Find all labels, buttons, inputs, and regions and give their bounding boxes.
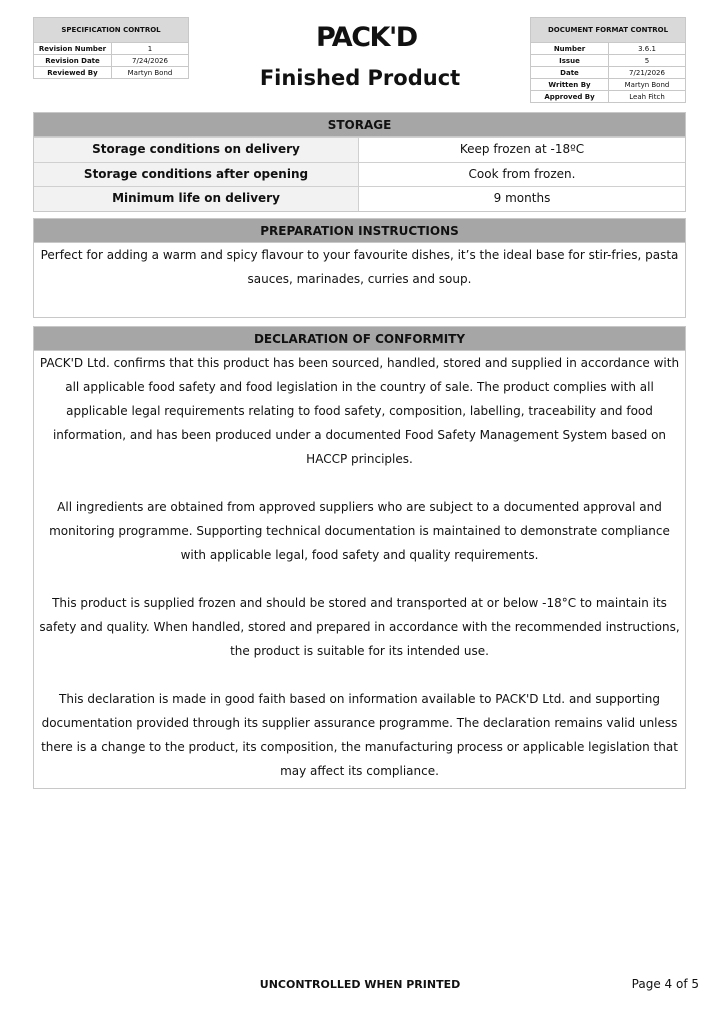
table-row <box>531 91 686 103</box>
issue-label: Issue <box>531 55 609 67</box>
date-label: Date <box>531 67 609 79</box>
declaration-section <box>33 326 686 789</box>
storage-on-delivery-value: Keep frozen at -18ºC <box>459 142 585 156</box>
declaration-paragraph: PACK'D Ltd. confirms that this product has been sourced, handled, stored and supplied in accordance with all applicable food safety and food legislation in the country of sale. The product complies with all applicable legal requirements relating to food safety, composition, labelling, traceability and food information, and has been produced under a documented Food Safety Management System based on HACCP principles. <box>39 356 680 466</box>
table-row <box>34 55 189 67</box>
preparation-heading: PREPARATION INSTRUCTIONS <box>34 219 685 243</box>
table-row <box>34 162 685 187</box>
storage-heading: STORAGE <box>34 113 685 137</box>
written-by-label: Written By <box>531 79 609 91</box>
revision-date-label: Revision Date <box>34 55 112 67</box>
declaration-paragraph: This product is supplied frozen and should be stored and transported at or below -18°C to maintain its safety and quality. When handled, stored and prepared in accordance with the recommended instructions, the product is suitable for its intended use. <box>39 596 680 658</box>
minimum-life-label: Minimum life on delivery <box>34 187 359 211</box>
issue-value: 5 <box>609 55 686 67</box>
declaration-heading: DECLARATION OF CONFORMITY <box>34 327 685 351</box>
table-row <box>34 186 685 211</box>
table-row <box>34 137 685 162</box>
storage-section <box>33 112 686 212</box>
specification-control-heading: SPECIFICATION CONTROL <box>34 18 189 43</box>
table-row <box>34 43 189 55</box>
table-row <box>531 43 686 55</box>
document-format-control-table <box>530 17 686 103</box>
approved-by-value: Leah Fitch <box>609 91 686 103</box>
table-row <box>531 79 686 91</box>
preparation-section <box>33 218 686 318</box>
revision-date-value: 7/24/2026 <box>112 55 189 67</box>
table-row <box>531 67 686 79</box>
minimum-life-value: 9 months <box>493 191 551 205</box>
uncontrolled-notice: UNCONTROLLED WHEN PRINTED <box>259 978 461 991</box>
page-number: Page 4 of 5 <box>631 977 699 991</box>
number-value: 3.6.1 <box>609 43 686 55</box>
approved-by-label: Approved By <box>531 91 609 103</box>
number-label: Number <box>531 43 609 55</box>
written-by-value: Martyn Bond <box>609 79 686 91</box>
revision-number-value: 1 <box>112 43 189 55</box>
storage-after-opening-label: Storage conditions after opening <box>34 163 359 187</box>
storage-on-delivery-label: Storage conditions on delivery <box>34 138 359 162</box>
reviewed-by-label: Reviewed By <box>34 67 112 79</box>
page-title: Finished Product <box>259 66 461 90</box>
table-row <box>531 55 686 67</box>
storage-after-opening-value: Cook from frozen. <box>468 166 576 181</box>
declaration-paragraph: This declaration is made in good faith based on information available to PACK'D Ltd. and supporting documentation provided through its supplier assurance programme. The declaration remains valid unless there is a change to the product, its composition, the manufacturing process or applicable legislation that may affect its compliance. <box>41 692 678 778</box>
reviewed-by-value: Martyn Bond <box>112 67 189 79</box>
preparation-text: Perfect for adding a warm and spicy flavour to your favourite dishes, it’s the ideal base for stir-fries, pasta sauces, marinades, curries and soup. <box>40 248 679 286</box>
date-value: 7/21/2026 <box>609 67 686 79</box>
revision-number-label: Revision Number <box>34 43 112 55</box>
brand-logo: PACK'D <box>316 22 417 53</box>
declaration-paragraph: All ingredients are obtained from approved suppliers who are subject to a documented approval and monitoring programme. Supporting technical documentation is maintained to demonstrate compliance with applicable legal, food safety and quality requirements. <box>49 500 670 562</box>
document-format-control-heading: DOCUMENT FORMAT CONTROL <box>531 18 686 43</box>
